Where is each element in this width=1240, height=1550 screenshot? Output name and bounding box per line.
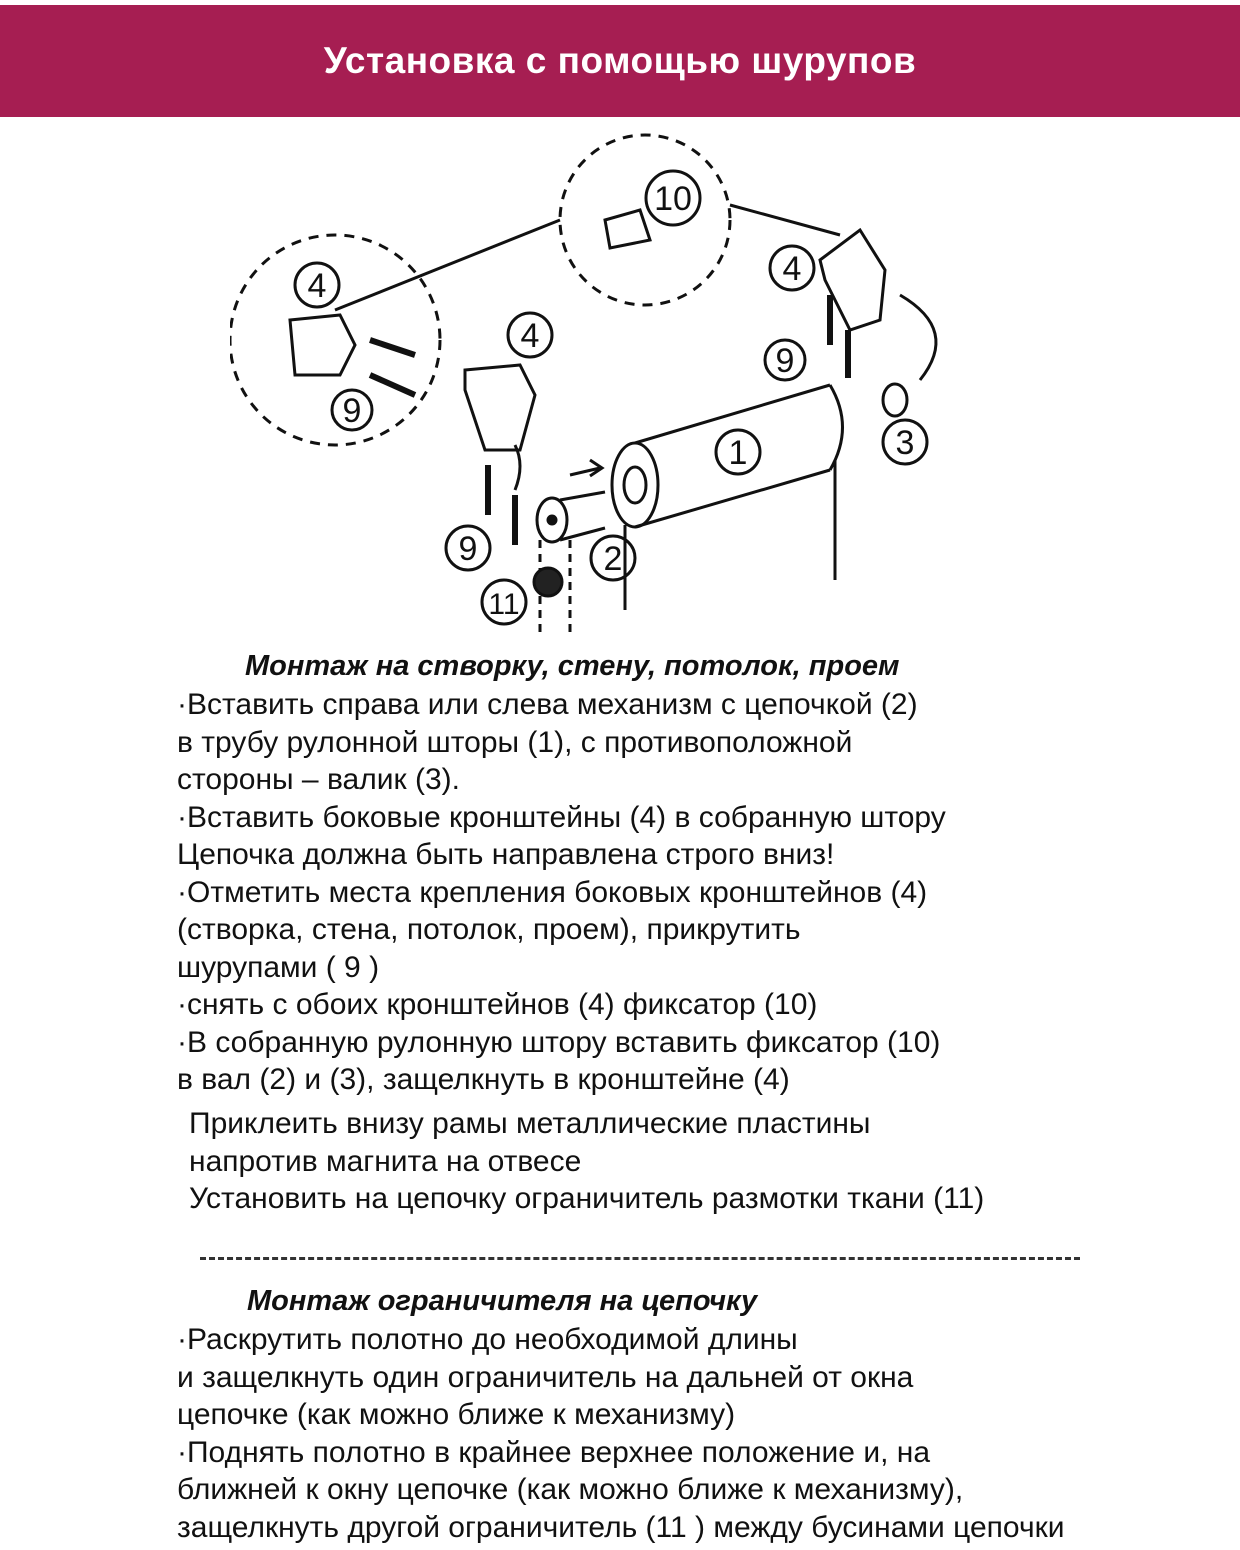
section1-extra	[189, 1105, 984, 1218]
callout-4-right: 4	[782, 250, 802, 288]
instruction-line: напротив магнита на отвесе	[189, 1144, 582, 1178]
instruction-line: в вал (2) и (3), защелкнуть в кронштейне (4)	[177, 1063, 790, 1096]
page-header	[0, 5, 1240, 117]
instruction-line: ·Вставить боковые кронштейны (4) в собранную штору	[177, 800, 946, 834]
end-plug	[883, 384, 907, 416]
callout-2: 2	[603, 540, 623, 578]
instruction-line: (створка, стена, потолок, проем), прикрутить	[177, 913, 801, 946]
instruction-line: ·В собранную рулонную штору вставить фиксатор (10)	[177, 1025, 941, 1059]
instruction-line: защелкнуть другой ограничитель (11 ) между бусинами цепочки	[177, 1510, 1065, 1544]
instruction-line: ·Раскрутить полотно до необходимой длины	[177, 1323, 798, 1356]
instruction-line: ·Отметить места крепления боковых кронштейнов (4)	[177, 875, 928, 909]
callout-9-left: 9	[458, 530, 478, 568]
limiter-icon	[534, 568, 562, 596]
callout-9-detail: 9	[342, 392, 362, 430]
section1-title: Монтаж на створку, стену, потолок, проем	[245, 650, 900, 682]
instruction-line: ·Вставить справа или слева механизм с цепочкой (2)	[177, 688, 918, 721]
section1-body	[177, 686, 946, 1099]
callout-1: 1	[728, 434, 748, 472]
installation-diagram	[230, 130, 970, 640]
instruction-line: стороны – валик (3).	[177, 763, 460, 796]
callout-4-detail: 4	[307, 267, 327, 305]
detail-circle-fixator	[560, 135, 730, 305]
roller-tube	[612, 385, 843, 610]
section2-body	[177, 1321, 1064, 1546]
bracket-left	[465, 365, 535, 450]
instruction-line: ·снять с обоих кронштейнов (4) фиксатор (10)	[177, 988, 818, 1021]
instruction-line: шурупами ( 9 )	[177, 950, 380, 984]
instruction-line: Цепочка должна быть направлена строго вниз!	[177, 838, 835, 871]
instruction-line: Приклеить внизу рамы металлические пластины	[189, 1107, 871, 1140]
section2-title: Монтаж ограничителя на цепочку	[247, 1285, 758, 1317]
instruction-line: ·Поднять полотно в крайнее верхнее положение и, на	[177, 1435, 931, 1469]
callout-4-left: 4	[520, 317, 540, 355]
page-title: Установка с помощью шурупов	[323, 40, 917, 81]
fixator-icon	[605, 210, 650, 248]
section-divider	[200, 1257, 1080, 1260]
callout-10: 10	[654, 180, 692, 218]
instruction-line: Установить на цепочку ограничитель размотки ткани (11)	[189, 1182, 985, 1215]
callout-11: 11	[488, 588, 520, 621]
detail-circle-bracket	[230, 235, 440, 445]
callout-9-right: 9	[775, 342, 795, 380]
callout-3: 3	[895, 424, 915, 462]
instruction-line: в трубу рулонной шторы (1), с противоположной	[177, 725, 853, 759]
instruction-line: и защелкнуть один ограничитель на дальней от окна	[177, 1360, 914, 1394]
instruction-line: цепочке (как можно ближе к механизму)	[177, 1398, 736, 1431]
bracket-detail	[290, 315, 355, 375]
instruction-line: ближней к окну цепочке (как можно ближе к механизму),	[177, 1473, 964, 1506]
